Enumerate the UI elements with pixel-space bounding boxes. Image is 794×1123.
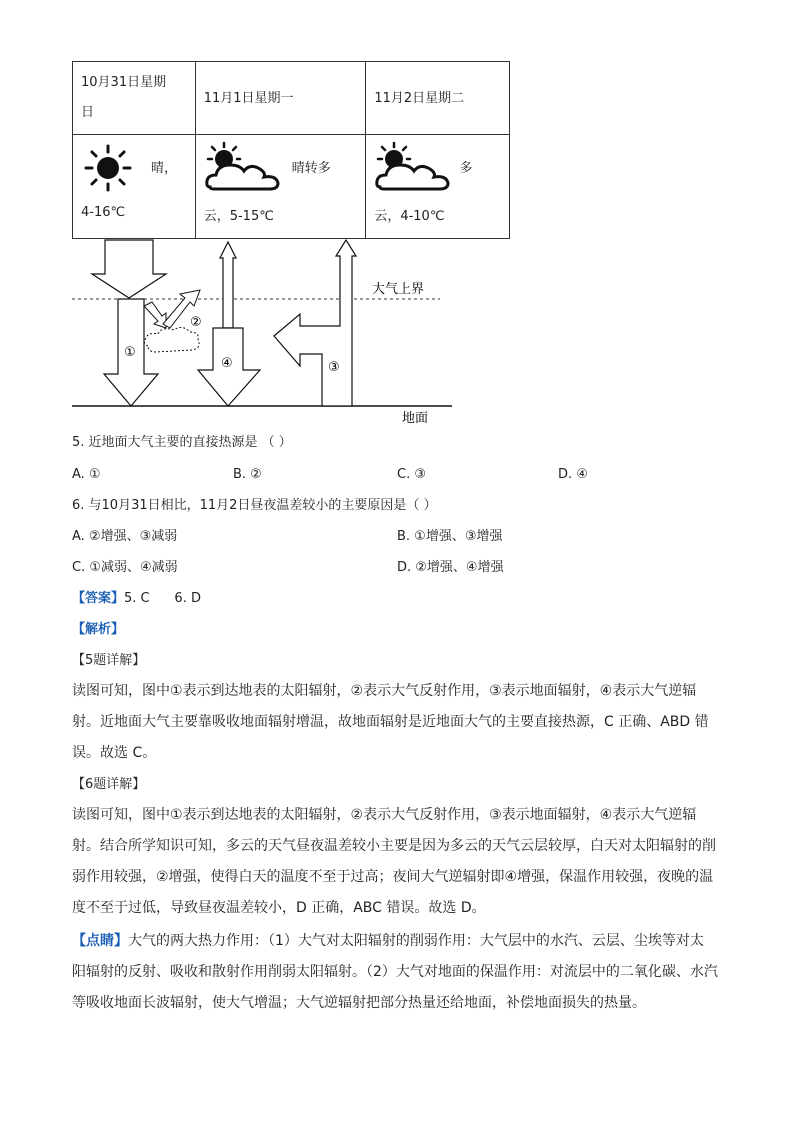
sun-cloud-icon — [374, 141, 452, 193]
radiation-diagram — [60, 236, 480, 426]
temp-1: 4-16℃ — [81, 205, 126, 220]
date-1-line2: 日 — [81, 105, 95, 120]
answer-tag: 【答案】 — [72, 591, 125, 606]
pointer-body — [72, 926, 732, 1019]
pointer-line3: 等吸收地面长波辐射，使大气增温；大气逆辐射把部分热量还给地面，补偿地面损失的热量。 — [72, 995, 646, 1011]
weather-cell-3 — [366, 135, 510, 239]
date-1: 10月31日星期 — [81, 75, 167, 90]
detail5-line2: 射。近地面大气主要靠吸收地面辐射增温，故地面辐射是近地面大气的主要直接热源，C 正确、ABD 错 — [72, 714, 709, 730]
sun-icon — [83, 143, 133, 193]
date-cell-2 — [195, 62, 366, 135]
condition-2: 晴转多 — [291, 161, 331, 176]
detail5-title: 【5题详解】 — [72, 653, 146, 668]
weather-cell-2 — [195, 135, 366, 239]
detail6-line1: 读图可知，图中①表示到达地表的太阳辐射，②表示大气反射作用，③表示地面辐射，④表示大气逆辐 — [72, 807, 697, 823]
weather-table — [72, 61, 510, 239]
date-3: 11月2日星期二 — [374, 91, 465, 106]
detail5-line3: 误。故选 C。 — [72, 745, 157, 761]
detail6-line2: 射。结合所学知识可知，多云的天气昼夜温差较小主要是因为多云的天气云层较厚，白天对太阳辐射的削 — [72, 838, 716, 854]
answer-text: 5. C 6. D — [124, 591, 201, 606]
q5-option-b: B. ② — [233, 467, 262, 482]
q5-option-d: D. ④ — [558, 467, 588, 482]
condition-3: 多 — [459, 161, 473, 176]
q5-option-a: A. ① — [72, 467, 101, 482]
q6-option-c: C. ①减弱、④减弱 — [72, 560, 178, 575]
date-cell-1 — [73, 62, 196, 135]
pointer-line2: 阳辐射的反射、吸收和散射作用削弱太阳辐射。（2）大气对地面的保温作用：对流层中的二氧化碳、水汽 — [72, 964, 718, 980]
detail5-body — [72, 676, 732, 769]
temp-3: 云，4-10℃ — [374, 209, 445, 224]
label-4: ④ — [221, 356, 233, 371]
ground-label: 地面 — [402, 411, 429, 426]
weather-cell-1 — [73, 135, 196, 239]
sun-cloud-icon — [204, 141, 282, 193]
analysis-tag: 【解析】 — [72, 622, 125, 637]
date-2: 11月1日星期一 — [203, 91, 294, 106]
detail5-line1: 读图可知，图中①表示到达地表的太阳辐射，②表示大气反射作用，③表示地面辐射，④表示大气逆辐 — [72, 683, 697, 699]
pointer-tag: 【点睛】 — [72, 933, 128, 949]
cloud-shape — [144, 327, 199, 352]
label-3: ③ — [328, 360, 340, 375]
pointer-line1: 大气的两大热力作用：（1）大气对太阳辐射的削弱作用：大气层中的水汽、云层、尘埃等对太 — [128, 933, 704, 949]
incoming-solar-arrow — [92, 240, 166, 298]
label-1: ① — [124, 345, 136, 360]
atmosphere-top-label: 大气上界 — [372, 282, 425, 297]
detail6-title: 【6题详解】 — [72, 777, 146, 792]
q5-stem: 5. 近地面大气主要的直接热源是 （ ） — [72, 435, 292, 450]
detail6-line3: 弱作用较强，②增强，使得白天的温度不至于过高；夜间大气逆辐射即④增强，保温作用较强，夜晚的温 — [72, 869, 714, 885]
detail6-line4: 度不至于过低，导致昼夜温差较小，D 正确，ABC 错误。故选 D。 — [72, 900, 486, 916]
condition-1: 晴， — [151, 161, 178, 176]
upward-thin-arrow — [220, 242, 236, 328]
detail6-body — [72, 800, 732, 924]
q6-option-b: B. ①增强、③增强 — [397, 529, 503, 544]
q6-option-d: D. ②增强、④增强 — [397, 560, 504, 575]
answer-line — [72, 590, 201, 608]
q6-stem: 6. 与10月31日相比，11月2日昼夜温差较小的主要原因是（ ） — [72, 498, 437, 513]
temp-2: 云，5-15℃ — [203, 209, 274, 224]
q5-option-c: C. ③ — [397, 467, 426, 482]
label-2: ② — [190, 315, 202, 330]
ground-radiation-arrow — [274, 240, 356, 406]
date-cell-3 — [366, 62, 510, 135]
q6-option-a: A. ②增强、③减弱 — [72, 529, 178, 544]
